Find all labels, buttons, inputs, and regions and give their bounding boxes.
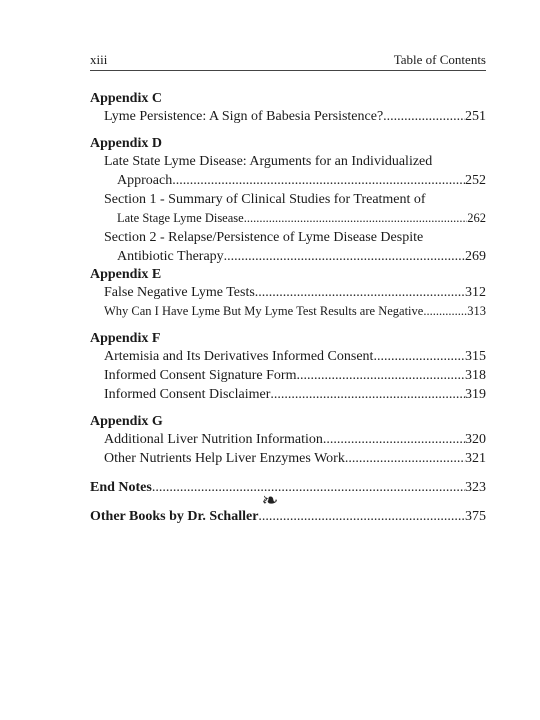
entry-label: False Negative Lyme Tests (104, 285, 255, 300)
fleuron-icon: ❧ (261, 488, 279, 512)
entry-label-line2: Late Stage Lyme Disease (117, 211, 244, 225)
entry-label-line1: Section 1 - Summary of Clinical Studies for Treatment of (104, 192, 426, 207)
table-of-contents (90, 90, 486, 526)
entry-label: End Notes (90, 480, 152, 495)
section-title: Appendix C (90, 91, 162, 106)
toc-entry[interactable] (90, 107, 486, 126)
entry-page: 262 (467, 211, 486, 225)
entry-label: Informed Consent Disclaimer (104, 387, 271, 402)
entry-label: Lyme Persistence: A Sign of Babesia Persistence? (104, 109, 384, 124)
running-header (90, 52, 486, 71)
entry-page: 313 (467, 304, 486, 318)
toc-entry[interactable] (90, 347, 486, 366)
dot-leader (244, 209, 468, 228)
entry-label-line2: Approach (117, 173, 173, 188)
entry-label: Other Nutrients Help Liver Enzymes Work (104, 451, 345, 466)
toc-entry[interactable] (90, 385, 486, 404)
dot-leader (423, 302, 467, 321)
dot-leader (383, 107, 465, 126)
entry-page: 251 (465, 109, 486, 124)
section-appendix-g (90, 413, 486, 468)
page-number: xiii (90, 52, 108, 67)
dot-leader (323, 430, 465, 449)
entry-page: 269 (465, 249, 486, 264)
toc-entry[interactable] (90, 430, 486, 449)
toc-entry[interactable] (90, 302, 486, 321)
section-title: Appendix G (90, 414, 163, 429)
dot-leader (345, 449, 465, 468)
toc-entry[interactable] (90, 366, 486, 385)
dot-leader (172, 171, 465, 190)
section-title: Appendix F (90, 331, 161, 346)
dot-leader (270, 385, 465, 404)
section-appendix-e (90, 266, 486, 321)
toc-entry[interactable] (90, 228, 486, 266)
entry-label: Artemisia and Its Derivatives Informed Consent (104, 349, 374, 364)
dot-leader (224, 247, 465, 266)
toc-entry[interactable] (90, 449, 486, 468)
entry-label: Why Can I Have Lyme But My Lyme Test Results are Negative (104, 304, 424, 318)
section-appendix-f (90, 330, 486, 404)
entry-page: 315 (465, 349, 486, 364)
toc-entry[interactable] (90, 190, 486, 228)
entry-page: 323 (465, 480, 486, 495)
entry-label: Additional Liver Nutrition Information (104, 432, 323, 447)
entry-label-line1: Late State Lyme Disease: Arguments for an Individualized (104, 154, 433, 169)
toc-entry[interactable] (90, 152, 486, 190)
entry-page: 252 (465, 173, 486, 188)
entry-page: 320 (465, 432, 486, 447)
entry-page: 318 (465, 368, 486, 383)
entry-page: 321 (465, 451, 486, 466)
entry-page: 319 (465, 387, 486, 402)
dot-leader (255, 283, 465, 302)
dot-leader (296, 366, 465, 385)
entry-page: 312 (465, 285, 486, 300)
entry-label-line1: Section 2 - Relapse/Persistence of Lyme Disease Despite (104, 230, 424, 245)
section-appendix-c (90, 90, 486, 126)
entry-page: 375 (465, 509, 486, 524)
section-title: Appendix E (90, 267, 162, 282)
section-title: Appendix D (90, 136, 162, 151)
dot-leader (373, 347, 465, 366)
entry-label: Other Books by Dr. Schaller (90, 509, 259, 524)
section-appendix-d (90, 135, 486, 266)
header-title: Table of Contents (393, 52, 486, 67)
entry-label-line2: Antibiotic Therapy (117, 249, 224, 264)
toc-entry[interactable] (90, 283, 486, 302)
entry-label: Informed Consent Signature Form (104, 368, 297, 383)
